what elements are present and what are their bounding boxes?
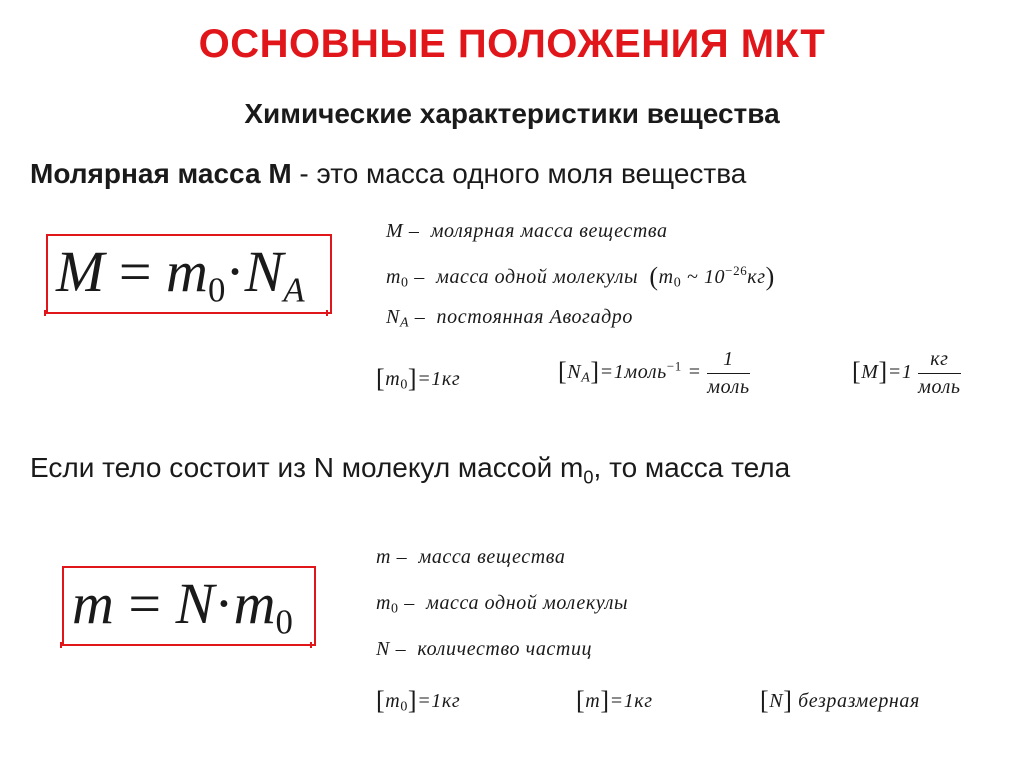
box-corner-mark xyxy=(60,642,62,648)
molar-mass-formula-box xyxy=(46,234,332,314)
slide-title: ОСНОВНЫЕ ПОЛОЖЕНИЯ МКТ xyxy=(198,22,826,66)
body-mass-sentence: Если тело состоит из N молекул массой $m_0$, то масса тела xyxy=(30,452,791,488)
body-mass-formula: $m = N\cdot m_0$ xyxy=(72,571,293,642)
molar-mass-definition-text: - это масса одного моля вещества xyxy=(291,158,747,189)
molar-mass-definition xyxy=(30,158,746,190)
unit-m: [m]=1кг xyxy=(576,686,653,715)
body-mass-formula-box xyxy=(62,566,316,646)
molar-mass-term: Молярная масса М xyxy=(30,158,292,189)
unit-molar-mass: [M]=1 $\frac{кг}{\text{моль}}$ xyxy=(852,348,961,398)
unit-m0-2: $[m_0]=1кг$ xyxy=(376,686,461,715)
box-corner-mark xyxy=(326,310,328,316)
note-avogadro: $N_A$ – постоянная Авогадро xyxy=(386,306,633,331)
slide-subtitle: Химические характеристики вещества xyxy=(244,98,780,129)
molar-mass-formula: $M = m_0\cdot N_A$ xyxy=(56,239,305,310)
note-particle-count: N – количество частиц xyxy=(376,638,593,660)
note-substance-mass: m – масса вещества xyxy=(376,546,566,568)
unit-n-dimensionless: [N] безразмерная xyxy=(760,686,920,715)
note-molar-mass: M – молярная масса вещества xyxy=(386,220,668,242)
unit-m0: $[m_0]=1кг$ xyxy=(376,364,461,393)
note-molecule-mass: $m_0$ – масса одной молекулы ($m_0$ ~ $10^{-26}кг$) xyxy=(386,262,775,291)
unit-na: $[N_A]=1моль^{-1}$ = $\frac{1}{\text{моль}}$ xyxy=(558,348,750,398)
box-corner-mark xyxy=(310,642,312,648)
box-corner-mark xyxy=(44,310,46,316)
note-molecule-mass-2: $m_0$ – масса одной молекулы xyxy=(376,592,629,617)
